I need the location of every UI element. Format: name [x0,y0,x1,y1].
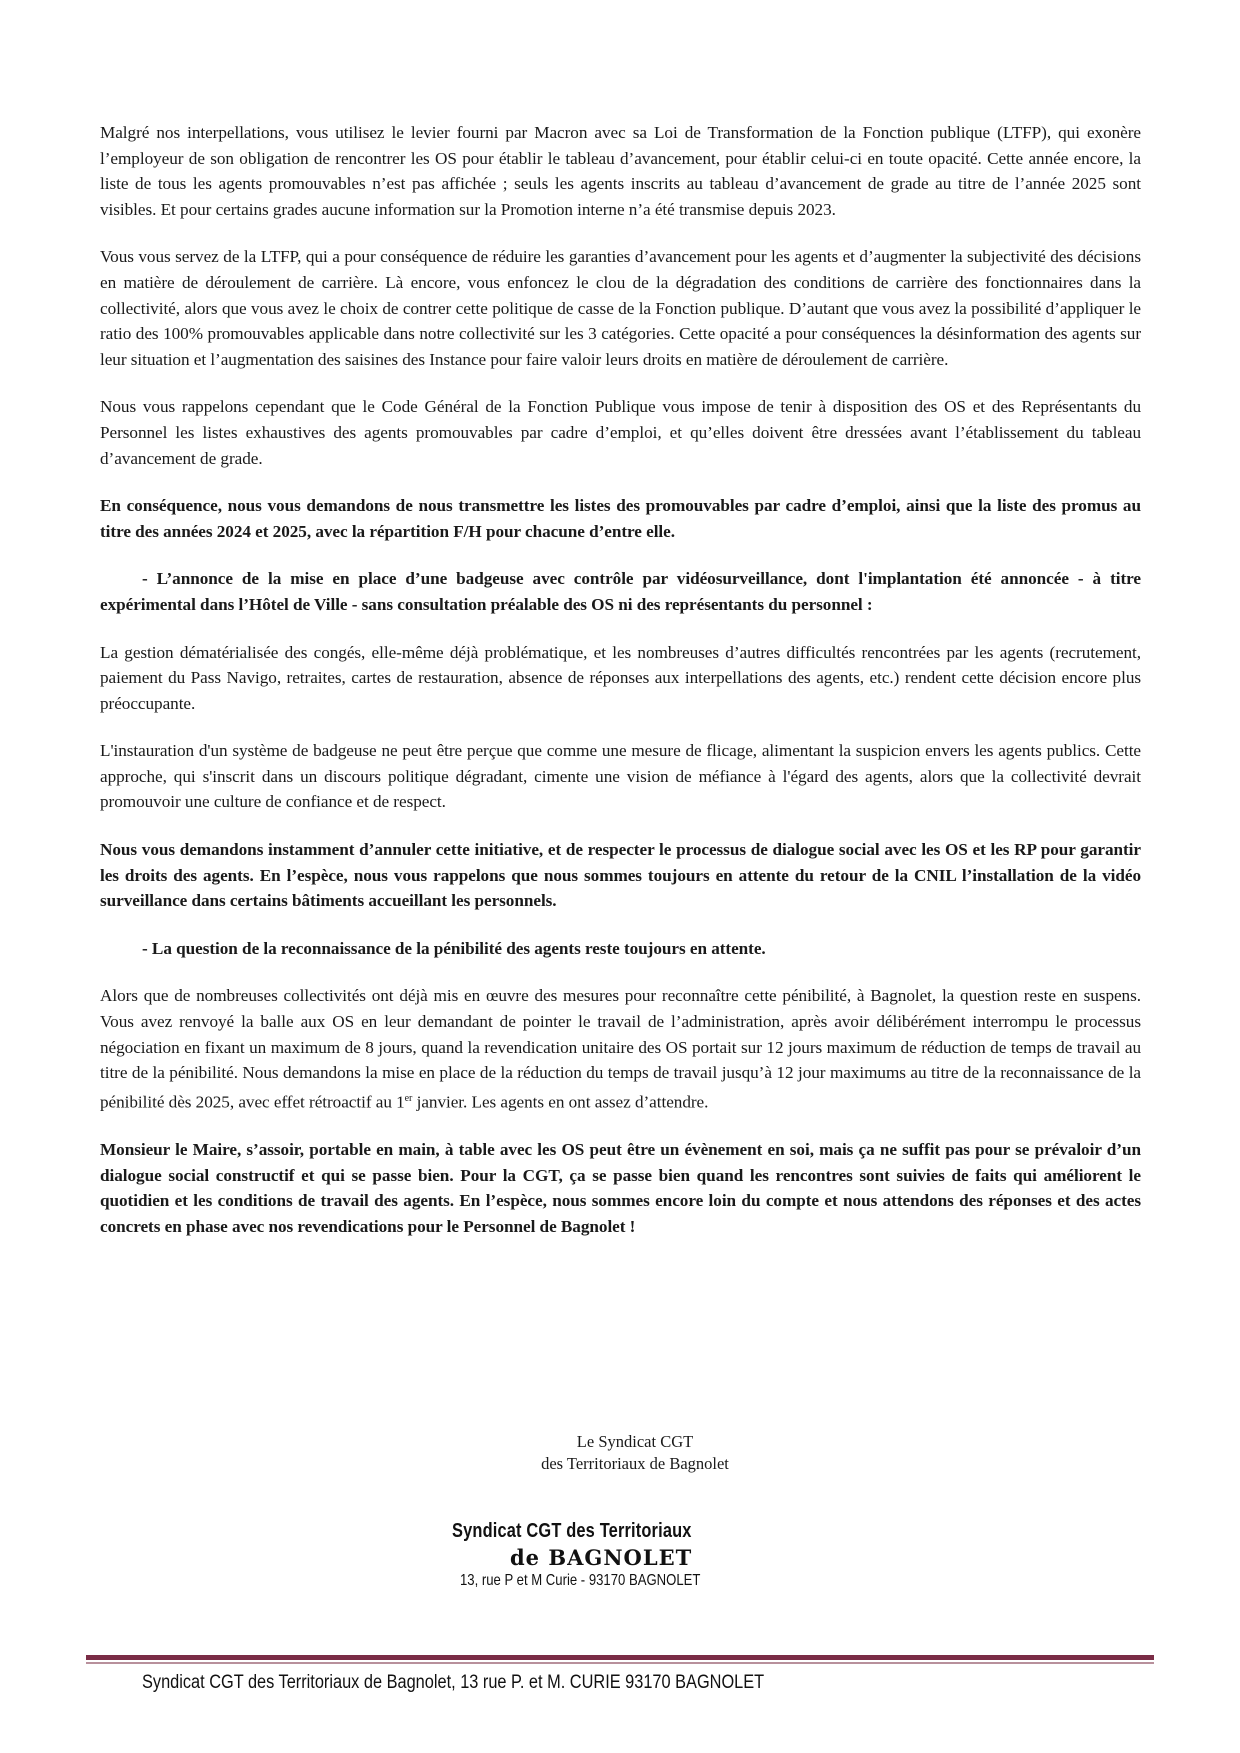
stamp-line-3: 13, rue P et M Curie - 93170 BAGNOLET [460,1572,701,1589]
stamp-line-1: Syndicat CGT des Territoriaux [452,1520,692,1542]
paragraph-ltfp-opacity: Malgré nos interpellations, vous utilisez le levier fourni par Macron avec sa Loi de Transformation de la Fonction publique (LTFP), qui exonère l’employeur de son obligation de rencontrer les OS pour établir le tableau d’avancement, pour établir celui-ci en toute opacité. Cette année encore, la liste de tous les agents promouvables n’est pas affichée ; seuls les agents inscrits au tableau d’avancement de grade au titre de l’année 2025 sont visibles. Et pour certains grades aucune information sur la Promotion interne n’a été transmise depuis 2023. [100,123,1141,219]
paragraph-ltfp-consequences: Vous vous servez de la LTFP, qui a pour conséquence de réduire les garanties d’avancement pour les agents et d’augmenter la subjectivité des décisions en matière de déroulement de carrière. Là encore, vous enfoncez le clou de la dégradation des conditions de carrière des fonctionnaires dans la collectivité, alors que vous avez le choix de contrer cette politique de casse de la Fonction publique. D’autant que vous avez la possibilité d’appliquer le ratio des 100% promouvables applicable dans notre collectivité sur les 3 catégories. Cette opacité a pour conséquences la désinformation des agents sur leur situation et l’augmentation des saisines des Instance pour faire valoir leurs droits en matière de déroulement de carrière. [100,247,1141,369]
superscript-er: er [404,1092,413,1104]
paragraph-demand-lists: En conséquence, nous vous demandons de nous transmettre les listes des promouvables par cadre d’emploi, ainsi que la liste des promus au titre des années 2024 et 2025, avec la répartition F/H pour chacune d’entre elle. [100,496,1141,541]
footer-divider-thin [86,1662,1154,1664]
signature-block [520,1431,750,1475]
signature-line-2: des Territoriaux de Bagnolet [541,1454,729,1473]
paragraph-penibilite [100,983,1141,1115]
paragraph-demand-cancel: Nous vous demandons instamment d’annuler cette initiative, et de respecter le processus de dialogue social avec les OS et les RP pour garantir les droits des agents. En l’espèce, nous vous rappelons que nous sommes toujours en attente du retour de la CNIL l’installation de la vidéo surveillance dans certains bâtiments accueillant les personnels. [100,840,1141,911]
paragraph-gestion-conges: La gestion dématérialisée des congés, elle-même déjà problématique, et les nombreuses d’autres difficultés rencontrées par les agents (recrutement, paiement du Pass Navigo, retraites, cartes de restauration, absence de réponses aux interpellations des agents, etc.) rendent cette décision encore plus préoccupante. [100,642,1141,713]
paragraph-code-general: Nous vous rappelons cependant que le Code Général de la Fonction Publique vous impose de tenir à disposition des OS et des Représentants du Personnel les listes exhaustives des agents promouvables par cadre d’emploi, et qu’elles doivent être dressées avant l’établissement du tableau d’avancement de grade. [100,397,1141,468]
heading-penibilite: - La question de la reconnaissance de la pénibilité des agents reste toujours en attente. [142,938,766,958]
footer-divider [86,1655,1154,1660]
union-stamp [452,1520,722,1590]
penibilite-text-a: Alors que de nombreuses collectivités ont déjà mis en œuvre des mesures pour reconnaître cette pénibilité, à Bagnolet, la question reste en suspens. Vous avez renvoyé la balle aux OS en leur demandant de pointer le travail de l’administration, après avoir délibérément interrompu le processus négociation en fixant un maximum de 8 jours, quand la revendication unitaire des OS portait sur 12 jours maximum de réduction de temps de travail au titre de la pénibilité. Nous demandons la mise en place de la réduction du temps de travail jusqu’à 12 jour maximums au titre de la reconnaissance de la pénibilité dès 2025, avec effet rétroactif au 1 [100,986,1141,1112]
paragraph-conclusion: Monsieur le Maire, s’assoir, portable en main, à table avec les OS peut être un évènement en soi, mais ça ne suffit pas pour se prévaloir d’un dialogue social constructif et qui se passe bien. Pour la CGT, ça se passe bien quand les rencontres sont suivies de faits qui améliorent le quotidien et les conditions de travail des agents. En l’espèce, nous sommes encore loin du compte et nous attendons des réponses et des actes concrets en phase avec nos revendications pour le Personnel de Bagnolet ! [100,1140,1141,1236]
letter-body [100,120,1141,1262]
penibilite-text-b: janvier. Les agents en ont assez d’attendre. [412,1092,709,1112]
paragraph-badgeuse-flicage: L'instauration d'un système de badgeuse ne peut être perçue que comme une mesure de flicage, alimentant la suspicion envers les agents publics. Cette approche, qui s'inscrit dans un discours politique dégradant, cimente une vision de méfiance à l'égard des agents, alors que la collectivité devrait promouvoir une culture de confiance et de respect. [100,741,1141,812]
stamp-line-2: de BAGNOLET [510,1545,693,1570]
signature-line-1: Le Syndicat CGT [576,1432,694,1451]
footer-address: Syndicat CGT des Territoriaux de Bagnolet, 13 rue P. et M. CURIE 93170 BAGNOLET [142,1672,765,1693]
heading-badgeuse: - L’annonce de la mise en place d’une badgeuse avec contrôle par vidéosurveillance, dont l'implantation été annoncée - à titre expérimental dans l’Hôtel de Ville - sans consultation préalable des OS ni des représentants du personnel : [100,569,1141,614]
